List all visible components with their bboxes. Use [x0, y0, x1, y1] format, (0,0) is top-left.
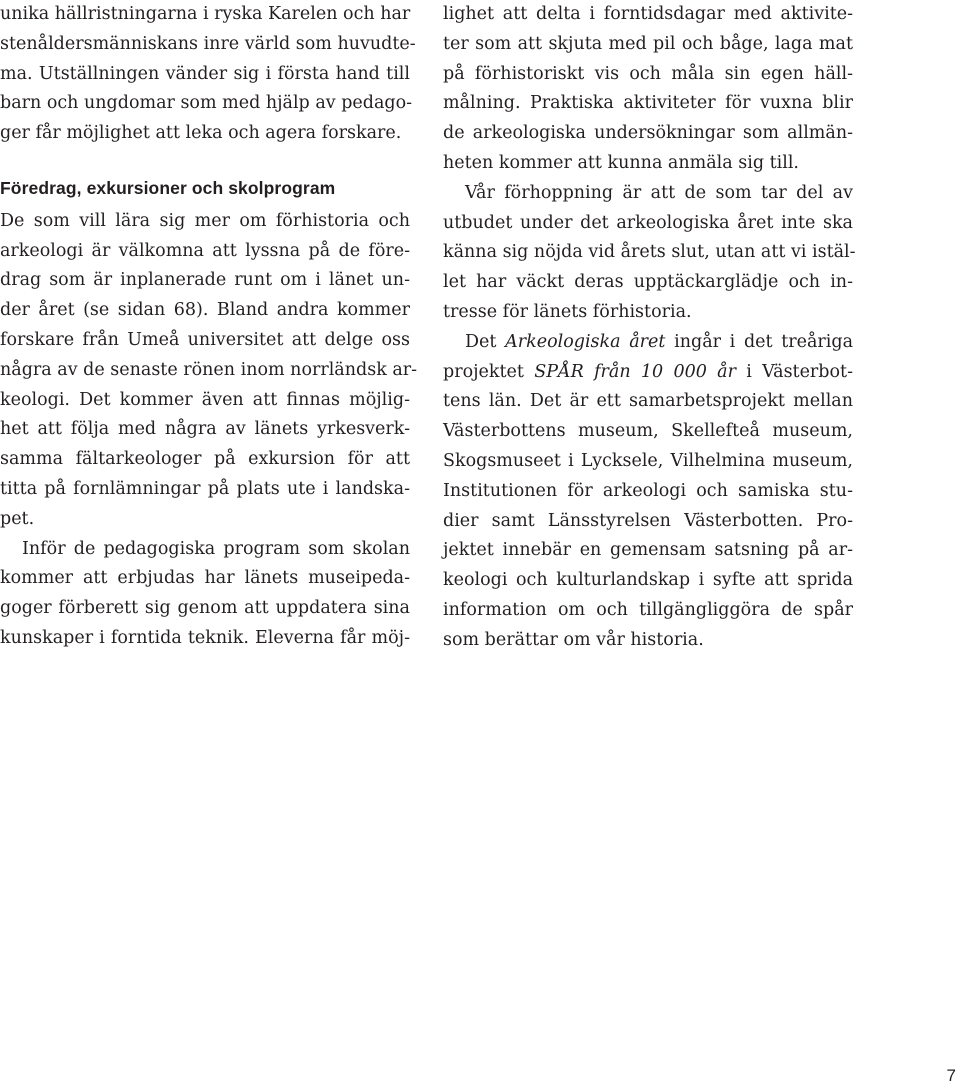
- text-line: der året (se sidan 68). Bland andra kommer: [0, 300, 410, 321]
- text-line: goger förberett sig genom att uppdatera sina: [0, 598, 410, 619]
- text-line: målning. Praktiska aktiviteter för vuxna blir: [443, 93, 853, 114]
- text-line: som berättar om vår historia.: [443, 629, 704, 650]
- text-run: i Västerbot-: [735, 361, 853, 382]
- left-column: [0, 0, 418, 654]
- text-line: kommer att erbjudas har länets museipeda-: [0, 568, 410, 589]
- text-line: forskare från Umeå universitet att delge oss: [0, 329, 410, 350]
- text-line: på förhistoriskt vis och måla sin egen häll-: [443, 63, 853, 84]
- text-line: kunskaper i forntida teknik. Eleverna får möj-: [0, 627, 410, 648]
- text-line: drag som är inplanerade runt om i länet un-: [0, 270, 410, 291]
- text-line: stenåldersmänniskans inre värld som huvudte-: [0, 33, 416, 54]
- text-line: utbudet under det arkeologiska året inte ska: [443, 212, 853, 233]
- text-line: dier samt Länsstyrelsen Västerbotten. Pro-: [443, 510, 853, 531]
- right-column: [443, 0, 856, 656]
- text-line: samma fältarkeologer på exkursion för att: [0, 449, 410, 470]
- text-line: lighet att delta i forntidsdagar med aktivite-: [443, 4, 853, 24]
- text-run: ingår i det treåriga: [665, 331, 854, 352]
- text-line: tresse för länets förhistoria.: [443, 301, 692, 322]
- text-line: De som vill lära sig mer om förhistoria och: [0, 210, 410, 231]
- text-line: ger får möjlighet att leka och agera forskare.: [0, 123, 402, 144]
- text-line: pet.: [0, 508, 35, 529]
- lectures-paragraph: [0, 207, 418, 535]
- school-program-paragraph: [0, 535, 410, 654]
- text-line: de arkeologiska undersökningar som allmän-: [443, 123, 853, 144]
- text-line: het att följa med några av länets yrkesverk-: [0, 419, 410, 440]
- text-line: heten kommer att kunna anmäla sig till.: [443, 152, 799, 173]
- text-line: information om och tillgängliggöra de spår: [443, 599, 853, 620]
- text-line: Vår förhoppning är att de som tar del av: [465, 182, 853, 203]
- text-line: keologi och kulturlandskap i syfte att sprida: [443, 570, 853, 591]
- text-line: Västerbottens museum, Skellefteå museum,: [443, 421, 853, 442]
- text-line: några av de senaste rönen inom norrländsk ar-: [0, 359, 418, 380]
- text-line: tens län. Det är ett samarbetsprojekt mellan: [443, 391, 853, 412]
- text-line: unika hällristningarna i ryska Karelen och har: [0, 4, 411, 24]
- text-line: Institutionen för arkeologi och samiska stu-: [443, 480, 853, 501]
- page-number: 7: [946, 1066, 956, 1085]
- text-line: Skogsmuseet i Lycksele, Vilhelmina museum,: [443, 450, 853, 471]
- text-line: titta på fornlämningar på plats ute i landska-: [0, 478, 410, 499]
- text-line: jektet innebär en gemensam satsning på ar-: [443, 540, 853, 561]
- italic-project-name: Arkeologiska året: [505, 331, 666, 352]
- intro-paragraph: [0, 0, 416, 149]
- section-heading: Föredrag, exkursioner och skolprogram: [0, 177, 336, 198]
- text-run: Det: [465, 331, 506, 352]
- text-line: arkeologi är välkomna att lyssna på de före-: [0, 240, 410, 261]
- hope-paragraph: [443, 179, 856, 328]
- text-run: projektet: [443, 361, 535, 382]
- activities-paragraph: [443, 0, 853, 179]
- text-line: let har väckt deras upptäckarglädje och in-: [443, 272, 853, 293]
- text-line: keologi. Det kommer även att finnas möjlig-: [0, 389, 410, 410]
- text-line: ma. Utställningen vänder sig i första hand till: [0, 63, 410, 84]
- text-line: [443, 328, 853, 358]
- text-line: barn och ungdomar som med hjälp av pedago-: [0, 93, 413, 114]
- text-line: Inför de pedagogiska program som skolan: [22, 538, 410, 559]
- text-line: känna sig nöjda vid årets slut, utan att vi istäl-: [443, 242, 856, 263]
- project-paragraph: [443, 328, 853, 656]
- text-line: ter som att skjuta med pil och båge, laga mat: [443, 33, 853, 54]
- italic-project-title: SPÅR från 10 000 år: [534, 361, 736, 382]
- text-line: [443, 358, 853, 388]
